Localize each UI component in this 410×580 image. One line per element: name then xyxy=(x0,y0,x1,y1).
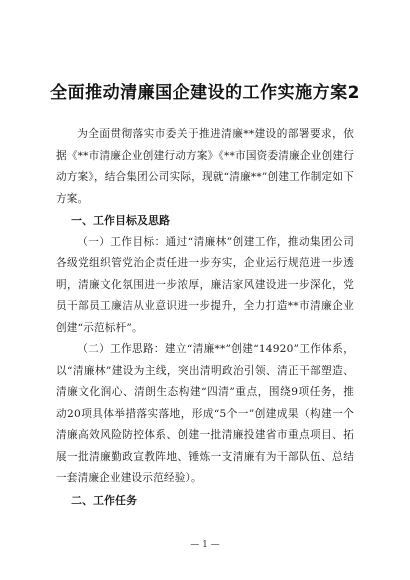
goal-paragraph: （一）工作目标：通过“清廉林”创建工作，推动集团公司各级党组织管党治企责任进一步夯实，企业运行规范进一步透明，清廉文化氛围进一步浓厚，廉洁家风建设进一步深化，党员干部员工廉洁从业意识进一步提升，全力打造**市清廉企业创建“示范标杆”。 xyxy=(56,235,354,334)
section-heading-goals: 一、工作目标及思路 xyxy=(71,214,171,227)
intro-paragraph: 为全面贯彻落实市委关于推进清廉**建设的部署要求，依据《**市清廉企业创建行动方案》《**市国资委清廉企业创建行动方案》，结合集团公司实际，现就“清廉**”创建工作制定如下方案。 xyxy=(56,128,354,205)
approach-paragraph: （二）工作思路：建立“清廉**”创建“14920”工作体系，以“清廉林”建设为主线，突出清明政治引领、清正干部塑造、清廉文化润心、清朗生态构建“四清”重点，围绕9项任务，推动20项具体举措落实落地，形成“5个一”创建成果（构建一个清廉高效风险防控体系、创建一批清廉投建省市重点项目、拓展一批清廉勤政宣教阵地、锤炼一支清廉有为干部队伍、总结一套清廉企业建设示范经验）。 xyxy=(56,343,354,484)
page-number: — 1 — xyxy=(190,540,220,550)
document-body xyxy=(56,124,354,511)
document-title: 全面推动清廉国企建设的工作实施方案2 xyxy=(50,83,360,103)
section-heading-tasks: 二、工作任务 xyxy=(71,493,138,507)
